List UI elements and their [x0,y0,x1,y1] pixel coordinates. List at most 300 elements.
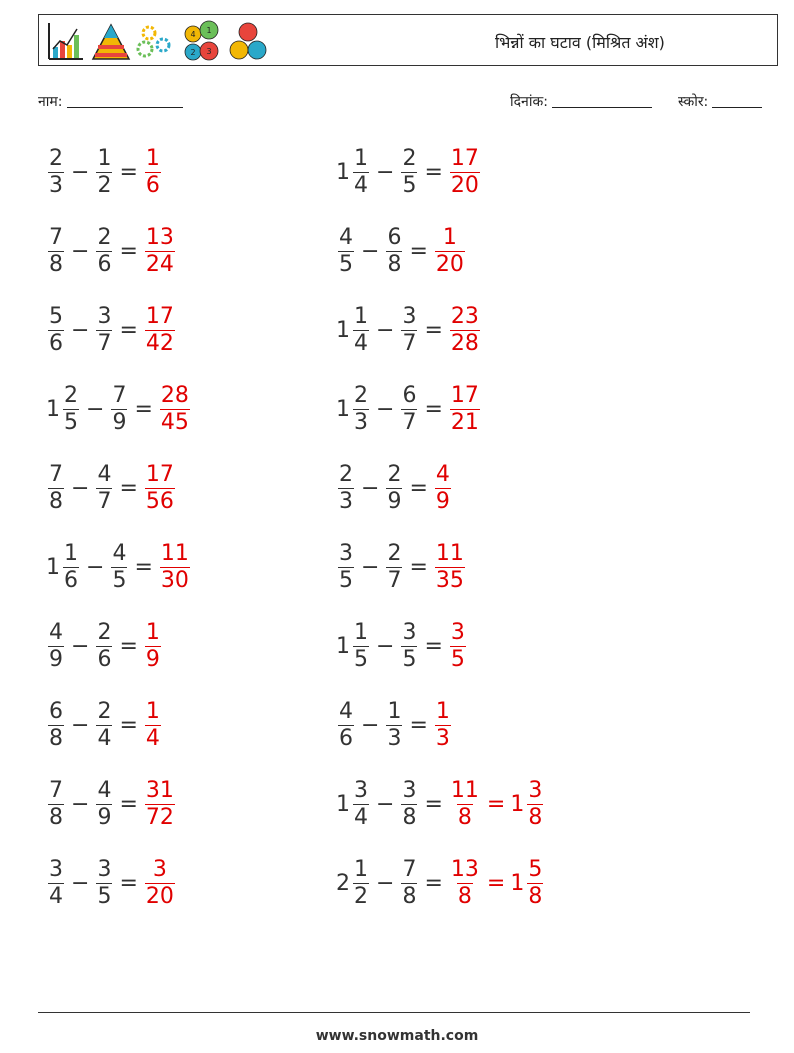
fraction [450,303,480,356]
date-label: दिनांक: [510,94,548,110]
answer [143,461,177,514]
bar-chart-icon [49,23,83,59]
equals-sign: = [119,870,138,896]
numerator: 1 [442,224,457,250]
minus-sign: − [361,712,380,738]
fraction [386,461,402,514]
fraction [96,698,112,751]
fraction [96,145,112,198]
problem-row [46,300,177,360]
denominator: 5 [402,172,417,198]
whole-number: 1 [46,554,60,580]
minus-sign: − [86,396,105,422]
denominator: 35 [435,567,464,593]
fraction [160,382,190,435]
problem-row [336,221,467,281]
numerator: 11 [160,540,189,566]
numerator: 6 [387,224,402,250]
problem-row [46,458,177,518]
fraction [48,698,64,751]
numerator: 3 [49,856,63,882]
fraction [527,856,543,909]
equals-sign: = [409,238,428,264]
fraction [96,303,112,356]
numerator: 3 [528,777,543,803]
denominator: 9 [49,646,63,672]
denominator: 20 [435,251,464,277]
denominator: 5 [450,646,465,672]
numerator: 23 [450,303,479,329]
fraction [63,540,79,593]
whole-number: 1 [336,159,350,185]
denominator: 28 [450,330,479,356]
problem-row [336,379,482,439]
numerator: 4 [112,540,127,566]
denominator: 9 [145,646,160,672]
minus-sign: − [71,317,90,343]
minus-sign: − [376,791,395,817]
equals-sign: = [424,870,443,896]
worksheet-header [38,14,778,66]
minus-sign: − [361,475,380,501]
bubble-label: 2 [190,48,196,57]
fraction [401,145,417,198]
numerator: 1 [145,698,160,724]
denominator: 3 [339,488,353,514]
answer [433,461,453,514]
fraction [435,224,465,277]
denominator: 7 [402,409,417,435]
numerator: 2 [387,461,402,487]
fraction [145,777,175,830]
numerator: 2 [354,382,368,408]
denominator: 3 [354,409,368,435]
fraction [96,777,112,830]
numerator: 6 [402,382,417,408]
denominator: 6 [97,646,112,672]
denominator: 9 [435,488,450,514]
minus-sign: − [71,159,90,185]
denominator: 72 [145,804,174,830]
fraction [527,777,543,830]
denominator: 3 [435,725,450,751]
denominator: 8 [457,883,472,909]
fraction [338,461,354,514]
numerator: 3 [152,856,167,882]
number-bubbles-icon [185,21,218,60]
minus-sign: − [376,870,395,896]
minus-sign: − [361,554,380,580]
minus-sign: − [71,870,90,896]
fraction [353,303,369,356]
numerator: 1 [354,145,368,171]
answer [143,856,177,909]
numerator: 2 [387,540,402,566]
fraction [386,540,402,593]
denominator: 4 [145,725,160,751]
numerator: 1 [387,698,402,724]
equals-sign: = [409,554,428,580]
numerator: 28 [160,382,189,408]
equals-sign: = [134,396,153,422]
numerator: 4 [49,619,63,645]
fraction [450,777,480,830]
score-label: स्कोर: [678,94,709,110]
bubble-label: 4 [190,30,196,39]
header-icons [45,19,275,63]
denominator: 6 [145,172,160,198]
answer [433,540,467,593]
fraction [145,856,175,909]
minus-sign: − [71,712,90,738]
minus-sign: − [376,396,395,422]
numerator: 3 [97,303,112,329]
answer [143,224,177,277]
denominator: 3 [387,725,402,751]
problem-row [46,774,177,834]
denominator: 45 [160,409,189,435]
numerator: 17 [145,303,174,329]
denominator: 3 [49,172,63,198]
fraction [96,461,112,514]
minus-sign: − [376,159,395,185]
equals-sign: = [134,554,153,580]
minus-sign: − [71,475,90,501]
numerator: 2 [97,224,112,250]
denominator: 9 [387,488,402,514]
answer [433,698,453,751]
numerator: 2 [97,619,112,645]
answer [158,382,192,435]
denominator: 4 [354,804,368,830]
denominator: 4 [49,883,63,909]
answer [143,303,177,356]
score-blank[interactable] [712,93,762,108]
denominator: 8 [49,725,63,751]
numerator: 17 [145,461,174,487]
fraction [63,382,79,435]
problem-row [336,616,468,676]
fraction [338,224,354,277]
numerator: 4 [97,461,112,487]
numerator: 4 [435,461,450,487]
fraction [435,698,451,751]
numerator: 3 [339,540,353,566]
name-blank[interactable] [67,93,183,108]
fraction [48,856,64,909]
numerator: 11 [435,540,464,566]
numerator: 3 [402,303,417,329]
worksheet-title: भिन्नों का घटाव (मिश्रित अंश) [495,33,665,52]
fraction [145,461,175,514]
whole-number: 1 [510,870,525,896]
date-field [510,92,652,111]
denominator: 24 [145,251,174,277]
denominator: 2 [354,883,368,909]
problem-row [46,853,177,913]
answer [448,619,468,672]
equals-sign: = [119,633,138,659]
numerator: 13 [450,856,479,882]
whole-number: 1 [510,791,525,817]
denominator: 8 [402,883,417,909]
equals-sign: = [119,791,138,817]
fraction [401,856,417,909]
numerator: 4 [97,777,112,803]
answer [143,145,163,198]
fraction [48,303,64,356]
fraction [353,382,369,435]
numerator: 31 [145,777,174,803]
numerator: 7 [402,856,417,882]
fraction [145,698,161,751]
whole-number: 1 [336,317,350,343]
numerator: 3 [354,777,368,803]
numerator: 1 [145,619,160,645]
problem-row [336,853,545,913]
fraction [450,382,480,435]
denominator: 5 [97,883,112,909]
equals-sign: = [119,159,138,185]
fraction [48,461,64,514]
equals-sign: = [119,475,138,501]
equals-sign: = [119,317,138,343]
name-field [38,92,183,111]
numerator: 6 [49,698,63,724]
denominator: 8 [49,488,63,514]
denominator: 30 [160,567,189,593]
problem-row [336,300,482,360]
denominator: 5 [339,567,353,593]
numerator: 2 [402,145,417,171]
numerator: 4 [339,224,353,250]
equals-sign: = [424,317,443,343]
fraction [338,540,354,593]
numerator: 11 [450,777,479,803]
minus-sign: − [361,238,380,264]
minus-sign: − [376,317,395,343]
fraction [353,856,369,909]
whole-number: 1 [336,633,350,659]
fraction [145,145,161,198]
fraction [435,461,451,514]
numerator: 5 [528,856,543,882]
numerator: 4 [339,698,353,724]
fraction [160,540,190,593]
denominator: 8 [49,251,63,277]
denominator: 56 [145,488,174,514]
fraction [450,856,480,909]
denominator: 8 [528,883,543,909]
numerator: 13 [145,224,174,250]
numerator: 1 [97,145,112,171]
answer [158,540,192,593]
denominator: 5 [354,646,368,672]
problem-row [336,695,453,755]
problem-row [46,537,192,597]
fraction [111,540,127,593]
minus-sign: − [71,238,90,264]
denominator: 9 [97,804,112,830]
fraction [353,145,369,198]
denominator: 8 [457,804,472,830]
whole-number: 1 [336,396,350,422]
fraction [401,619,417,672]
fraction [450,619,466,672]
answer [448,303,482,356]
answer [143,698,163,751]
problem-row [336,537,467,597]
problem-row [46,616,163,676]
minus-sign: − [376,633,395,659]
fraction [48,619,64,672]
numerator: 3 [450,619,465,645]
equals-sign: = [409,475,428,501]
numerator: 1 [145,145,160,171]
denominator: 8 [49,804,63,830]
answer [448,382,482,435]
problem-row [46,379,192,439]
answer [448,145,482,198]
equals-sign: = [424,791,443,817]
fraction [48,145,64,198]
numerator: 1 [64,540,78,566]
equals-sign: = [409,712,428,738]
numerator: 1 [354,619,368,645]
equals-sign: = [424,159,443,185]
fraction [401,777,417,830]
problem-row [46,695,163,755]
pyramid-icon [93,25,129,59]
numerator: 7 [112,382,127,408]
fraction [48,777,64,830]
answer [448,856,545,909]
fraction [145,619,161,672]
fraction [353,777,369,830]
footer-url: www.snowmath.com [315,1028,479,1044]
fraction [96,856,112,909]
denominator: 20 [450,172,479,198]
numerator: 2 [97,698,112,724]
fraction [386,698,402,751]
numerator: 5 [49,303,63,329]
fraction [96,619,112,672]
equals-sign: = [486,791,506,817]
bubble-label: 1 [206,26,212,35]
equals-sign: = [119,712,138,738]
footer-divider [38,1012,750,1013]
fraction [96,224,112,277]
numerator: 3 [97,856,112,882]
denominator: 4 [354,330,368,356]
fraction [450,145,480,198]
denominator: 5 [402,646,417,672]
denominator: 8 [402,804,417,830]
fraction [48,224,64,277]
numerator: 1 [354,303,368,329]
numerator: 7 [49,224,63,250]
numerator: 3 [402,777,417,803]
fraction [401,303,417,356]
numerator: 3 [402,619,417,645]
denominator: 4 [97,725,112,751]
numerator: 7 [49,461,63,487]
name-label: नाम: [38,94,63,110]
equals-sign: = [424,396,443,422]
denominator: 20 [145,883,174,909]
answer [448,777,545,830]
equals-sign: = [486,870,506,896]
problem-row [336,774,545,834]
whole-number: 1 [46,396,60,422]
number-circles-icon [230,23,266,59]
denominator: 7 [387,567,402,593]
bubble-label: 3 [206,47,212,56]
denominator: 5 [64,409,78,435]
numerator: 2 [49,145,63,171]
denominator: 2 [97,172,112,198]
numerator: 7 [49,777,63,803]
denominator: 4 [354,172,368,198]
score-field [678,92,762,111]
numerator: 17 [450,145,479,171]
fraction [386,224,402,277]
equals-sign: = [119,238,138,264]
numerator: 1 [354,856,368,882]
denominator: 6 [97,251,112,277]
minus-sign: − [86,554,105,580]
denominator: 7 [402,330,417,356]
answer [433,224,467,277]
fraction [145,303,175,356]
fraction [401,382,417,435]
numerator: 2 [64,382,78,408]
denominator: 9 [112,409,127,435]
problem-row [336,458,453,518]
denominator: 8 [387,251,402,277]
denominator: 7 [97,330,112,356]
fraction [338,698,354,751]
problem-row [46,142,163,202]
date-blank[interactable] [552,93,652,108]
problem-row [336,142,482,202]
answer [143,619,163,672]
minus-sign: − [71,633,90,659]
whole-number: 1 [336,791,350,817]
numerator: 17 [450,382,479,408]
gears-icon [138,27,169,56]
problem-row [46,221,177,281]
denominator: 21 [450,409,479,435]
denominator: 7 [97,488,112,514]
whole-number: 2 [336,870,350,896]
fraction [145,224,175,277]
numerator: 1 [435,698,450,724]
equals-sign: = [424,633,443,659]
fraction [435,540,465,593]
denominator: 6 [64,567,78,593]
denominator: 8 [528,804,543,830]
denominator: 6 [49,330,63,356]
fraction [111,382,127,435]
denominator: 6 [339,725,353,751]
numerator: 2 [339,461,353,487]
denominator: 42 [145,330,174,356]
denominator: 5 [339,251,353,277]
minus-sign: − [71,791,90,817]
answer [143,777,177,830]
denominator: 5 [112,567,127,593]
